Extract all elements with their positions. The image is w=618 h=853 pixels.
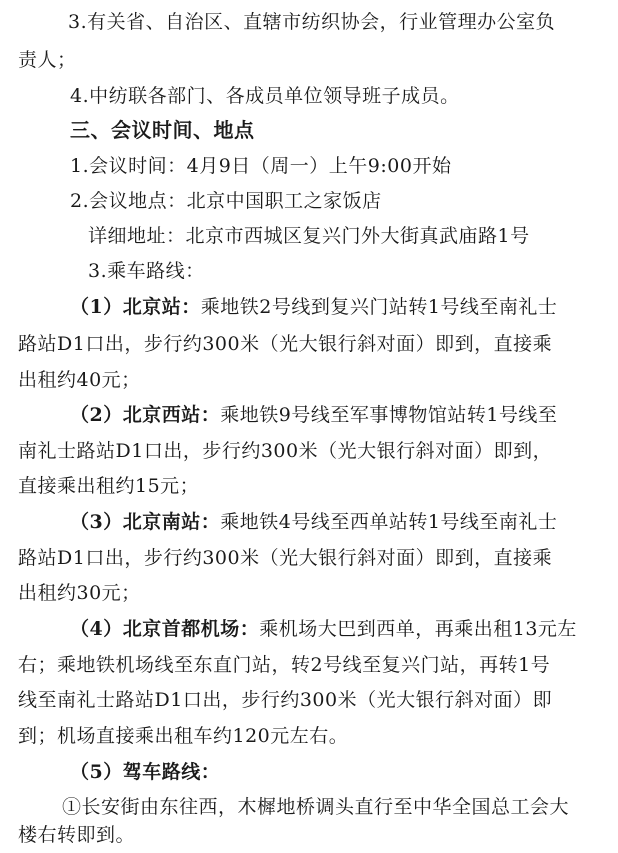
- west-station-line: [70, 397, 557, 433]
- route-title: 3.乘车路线：: [88, 260, 205, 282]
- item-3-attendees: 3.有关省、自治区、直辖市纺织协会，行业管理办公室负: [68, 11, 556, 33]
- item-3-attendees-cont: 责人；: [18, 49, 77, 71]
- item-4-attendees: 4.中纺联各部门、各成员单位领导班子成员。: [70, 85, 460, 107]
- text-line-airport-4: [0, 718, 618, 754]
- airport-fare: 到；机场直接乘出租车约120元左右。: [18, 725, 349, 747]
- text-line-airport-3: [0, 682, 618, 718]
- south-station-route-cont: 路站D1口出，步行约300米（光大银行斜对面）即到，直接乘: [18, 547, 553, 569]
- text-line-south-station-3: [0, 575, 618, 611]
- text-line-driving-3: [0, 817, 618, 853]
- text-line-1: [0, 4, 618, 40]
- text-line-driving: [0, 754, 618, 790]
- airport-route-cont-1: 右；乘地铁机场线至东直门站，转2号线至复兴门站，再转1号: [18, 654, 551, 676]
- text-line-west-station: [0, 397, 618, 433]
- beijing-station-line: [70, 289, 557, 325]
- section-heading-text: 三、会议时间、地点: [70, 118, 255, 142]
- text-line-3: [0, 78, 618, 114]
- text-line-beijing-station-3: [0, 362, 618, 398]
- text-line-route-title: [0, 253, 618, 289]
- text-line-2: [0, 42, 618, 78]
- beijing-station-route-cont: 路站D1口出，步行约300米（光大银行斜对面）即到，直接乘: [18, 333, 553, 355]
- driving-route-text: ①长安街由东往西，木樨地桥调头直行至中华全国总工会大: [62, 796, 570, 818]
- west-station-route: 乘地铁9号线至军事博物馆站转1号线至: [220, 404, 558, 426]
- beijing-station-label: （1）北京站：: [70, 296, 201, 318]
- text-line-meeting-time: [0, 148, 618, 184]
- driving-route-label: （5）驾车路线：: [70, 761, 221, 783]
- meeting-time: 1.会议时间：4月9日（周一）上午9:00开始: [70, 155, 452, 177]
- text-line-beijing-station-2: [0, 326, 618, 362]
- text-line-airport-2: [0, 647, 618, 683]
- meeting-address: 详细地址：北京市西城区复兴门外大街真武庙路1号: [88, 225, 530, 247]
- west-station-label: （2）北京西站：: [70, 404, 221, 426]
- text-line-airport: [0, 611, 618, 647]
- text-line-address: [0, 218, 618, 254]
- airport-route-cont-2: 线至南礼士路站D1口出，步行约300米（光大银行斜对面）即: [18, 689, 553, 711]
- west-station-route-cont: 南礼士路站D1口出，步行约300米（光大银行斜对面）即到，: [18, 440, 553, 462]
- driving-route-text-cont: 楼右转即到。: [18, 824, 136, 846]
- south-station-fare: 出租约30元；: [18, 582, 141, 604]
- south-station-label: （3）北京南站：: [70, 511, 221, 533]
- text-line-south-station-2: [0, 540, 618, 576]
- section-heading-time-place: [0, 112, 618, 148]
- meeting-place: 2.会议地点：北京中国职工之家饭店: [70, 190, 382, 212]
- text-line-west-station-3: [0, 468, 618, 504]
- south-station-route: 乘地铁4号线至西单站转1号线至南礼士: [220, 511, 558, 533]
- text-line-west-station-2: [0, 433, 618, 469]
- text-line-meeting-place: [0, 183, 618, 219]
- airport-label: （4）北京首都机场：: [70, 618, 260, 640]
- beijing-station-route: 乘地铁2号线到复兴门站转1号线至南礼士: [200, 296, 558, 318]
- text-line-south-station: [0, 504, 618, 540]
- south-station-line: [70, 504, 557, 540]
- airport-line: [70, 611, 577, 647]
- beijing-station-fare: 出租约40元；: [18, 369, 141, 391]
- airport-route: 乘机场大巴到西单，再乘出租13元左: [259, 618, 577, 640]
- text-line-beijing-station: [0, 289, 618, 325]
- west-station-fare: 直接乘出租约15元；: [18, 475, 200, 497]
